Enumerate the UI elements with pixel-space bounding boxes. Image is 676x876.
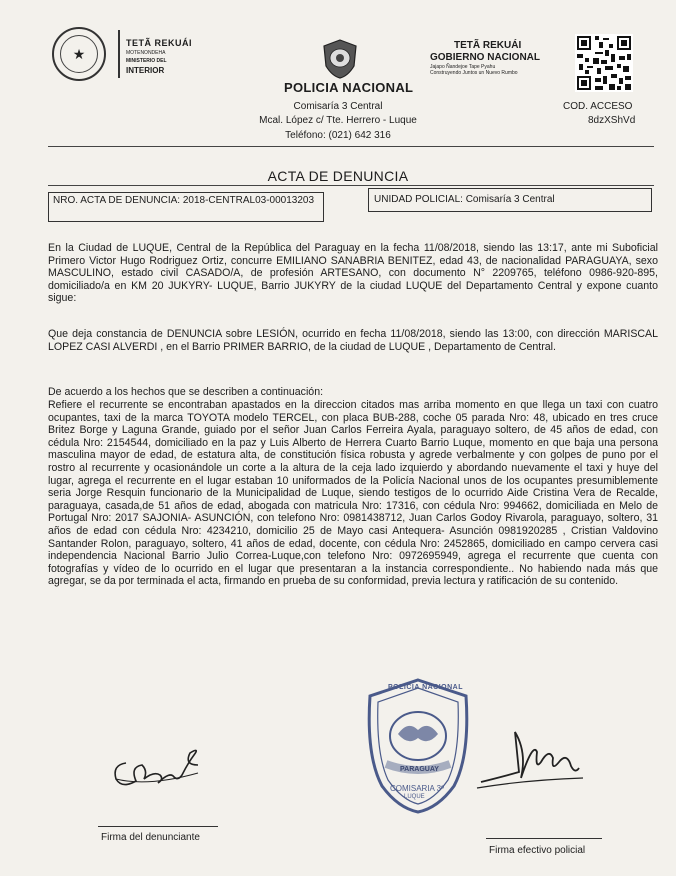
seal-star-icon: ★ <box>60 35 98 73</box>
station-address: Mcal. López c/ Tte. Herrero - Luque <box>259 115 417 126</box>
acta-number-box: NRO. ACTA DE DENUNCIA: 2018-CENTRAL03-00013203 <box>48 192 324 222</box>
ministry-line3: MINISTERIO DEL <box>126 58 167 64</box>
stamp-top-text: POLICIA NACIONAL <box>388 684 464 691</box>
access-code-value: 8dzXShVd <box>588 115 636 126</box>
denuncia-paragraph: Que deja constancia de DENUNCIA sobre LESIÓN, ocurrido en fecha 11/08/2018, siendo las 13:00, con dirección MARISCAL LOPEZ CASI ALVERDI , en el Barrio PRIMER BARRIO, de la ciudad de LUQUE , Departamento de Central. <box>48 328 658 353</box>
qr-code-icon <box>575 34 633 92</box>
gob-line2: GOBIERNO NACIONAL <box>430 52 540 63</box>
intro-paragraph: En la Ciudad de LUQUE, Central de la República del Paraguay en la fecha 11/08/2018, siendo las 13:17, ante mi Suboficial Primero Victor Hugo Rodriguez Ortiz, concurre EMILIANO SANABRIA BENITEZ, edad 43, de nacionalidad PARAGUAYA, sexo MASCULINO, estado civil CASADO/A, de profesión ARTESANO, con documento N° 2209765, teléfono 0986-920-895, domiciliado/a en KM 20 JUKYRY- LUQUE, Barrio JUKYRY de la ciudad LUQUE del Departamento Central y expone cuanto sigue: <box>48 242 658 305</box>
header-rule <box>48 146 654 147</box>
stamp-bottom-text: COMISARIA 3º <box>390 784 445 793</box>
police-signature-icon <box>475 722 585 802</box>
denunciante-signature-label: Firma del denunciante <box>101 832 200 843</box>
header-divider <box>118 30 120 78</box>
stamp-bottom-text2: LUQUE <box>404 794 425 800</box>
document-title: ACTA DE DENUNCIA <box>267 168 409 184</box>
facts-intro: De acuerdo a los hechos que se describen a continuación: <box>48 386 324 398</box>
denunciante-signature-line <box>98 826 218 827</box>
ministry-line4: INTERIOR <box>126 66 165 75</box>
police-title: POLICIA NACIONAL <box>284 80 414 95</box>
station-phone: Teléfono: (021) 642 316 <box>285 130 391 141</box>
police-signature-label: Firma efectivo policial <box>489 845 586 856</box>
ministry-line1: TETÃ REKUÁI <box>126 38 192 48</box>
police-signature-line <box>486 838 602 839</box>
ministry-line2: MOTENONDEHA <box>126 50 166 56</box>
facts-paragraph: Refiere el recurrente se encontraban apastados en la direccion citados mas arriba momento en que llega un taxi con cuatro ocupantes, taxi de la marca TOYOTA modelo TERCEL, con placa BUB-288, coche 05 parada Nro: 48, ubicado en tres cruce Britez Borge y Laguna Grande, guiado por el señor Juan Carlos Ferreira Ayala, paraguayo soltero, de 45 años de edad, con cédula Nro: 2154544, domiciliado en la paz y Luis Alberto de Herrera Cuarto Barrio Luque, momento en que baja una persona masculina mayor de edad, de estatura alta, de constitución física robusta y agrede verbalmente y con golpes de puno por el rostro al recurrente y ocasionándole un corte a la altura de la ceja lado izquierdo y abordando nuevamente el taxi y huye del lugar, agrega el recurrente en el lugar estaban 10 uniformados de la Policía Nacional unos de los ocupantes presumiblemente seria Jorge Resquin funcionario de la Municipalidad de Luque, siendo testigos de lo ocurrido Aide Cristina Vera de Recalde, paraguaya, casada,de 51 años de edad, abogada con matricula Nro: 17316, con cédula Nro: 994662, domiciliada en Melo de Portugal Nro: 2017 SAJONIA- ASUNCIÓN, con telefono Nro: 0981438712, Juan Carlos Godoy Rivarola, paraguayo, soltero, 31 años de edad con cédula Nro: 4234210, domicilio 25 de Mayo casi Antequera- Asunción 0981920285 , Cristian Valdovino Santander Rolon, paraguayo, soltero, 41 años de edad, docente, con cédula Nro: 2452865, domiciliado en campo cervera casi independencia Nacional Barrio Julio Correa-Luque,con telefono Nro: 0972695949, agrega el recurrente que cuenta con fotografías y vídeo de lo ocurrido en el lugar que presentaran a la instancia correspondiente.. No habiendo nada más que agregar, se da por terminada el acta, firmando en prueba de su conformidad, previa lectura y ratificación de su contenido. <box>48 399 658 588</box>
access-code-label: COD. ACCESO <box>563 101 633 112</box>
stamp-band-text: PARAGUAY <box>400 766 439 773</box>
gob-line3: Jajapo Ñandejoe Tape Pyahu <box>430 64 496 70</box>
police-unit-box: UNIDAD POLICIAL: Comisaría 3 Central <box>368 188 652 212</box>
title-rule <box>48 185 654 186</box>
gob-line4: Construyendo Juntos un Nuevo Rumbo <box>430 70 518 76</box>
denunciante-signature-icon <box>108 735 208 795</box>
station-name: Comisaría 3 Central <box>293 101 383 112</box>
republic-seal-icon <box>52 27 106 81</box>
gob-line1: TETÃ REKUÁI <box>454 40 522 51</box>
police-badge-icon <box>320 38 360 80</box>
